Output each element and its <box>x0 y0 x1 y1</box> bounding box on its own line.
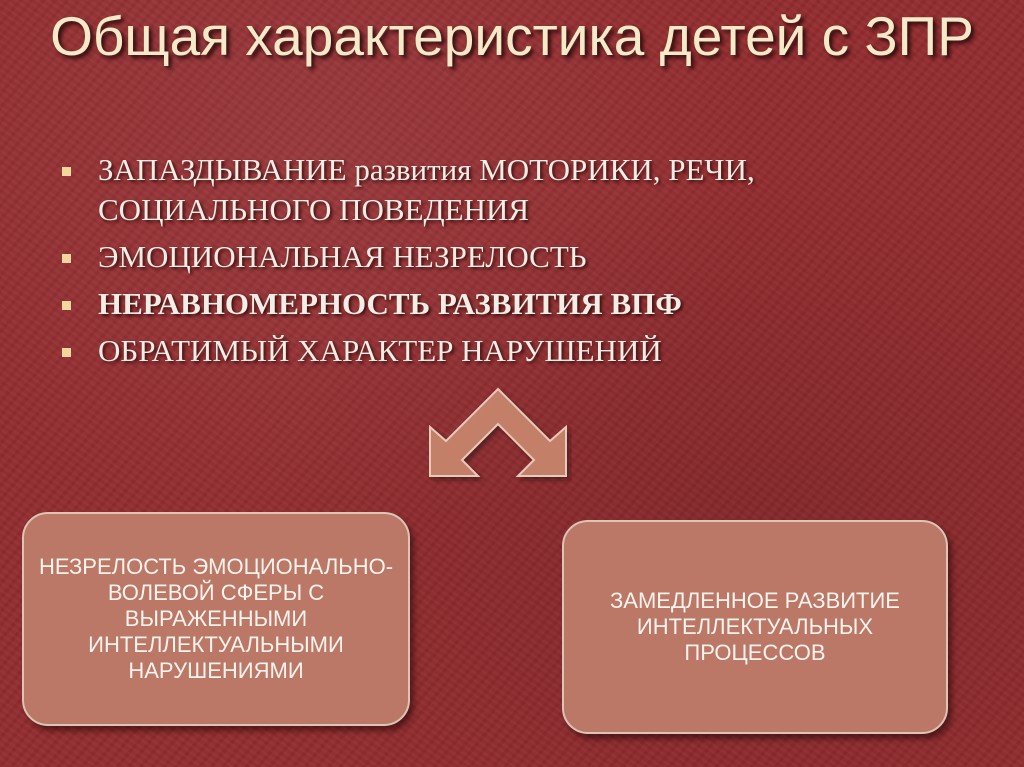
bullet-item-uneven <box>60 284 960 324</box>
slide-title: Общая характеристика детей с ЗПР <box>50 5 974 67</box>
bullet-text: ОБРАТИМЫЙ ХАРАКТЕР НАРУШЕНИЙ <box>98 333 662 368</box>
box-right-text: ЗАМЕДЛЕННОЕ РАЗВИТИЕ ИНТЕЛЛЕКТУАЛЬНЫХ ПРОЦЕССОВ <box>610 588 900 665</box>
characteristic-box-left <box>22 512 410 726</box>
characteristic-box-right <box>562 520 948 734</box>
bullet-rest: развития МОТОРИКИ, РЕЧИ, СОЦИАЛЬНОГО ПОВЕДЕНИЯ <box>98 152 755 227</box>
square-bullet-icon <box>62 167 71 176</box>
square-bullet-icon <box>62 301 71 310</box>
split-arrow-shape <box>430 389 566 476</box>
bullet-item-reversible <box>60 331 960 371</box>
bullet-text: ЭМОЦИОНАЛЬНАЯ НЕЗРЕЛОСТЬ <box>98 239 587 274</box>
bullet-item-delay <box>60 150 960 230</box>
bullet-list <box>60 150 960 378</box>
split-arrow-icon <box>426 384 572 484</box>
box-left-text: НЕЗРЕЛОСТЬ ЭМОЦИОНАЛЬНО-ВОЛЕВОЙ СФЕРЫ С ВЫРАЖЕННЫМИ ИНТЕЛЛЕКТУАЛЬНЫМИ НАРУШЕНИЯМИ <box>38 554 394 683</box>
square-bullet-icon <box>62 254 71 263</box>
bullet-lead: ЗАПАЗДЫВАНИЕ <box>98 152 347 187</box>
bullet-item-emotional <box>60 237 960 277</box>
square-bullet-icon <box>62 348 71 357</box>
bullet-text: НЕРАВНОМЕРНОСТЬ РАЗВИТИЯ ВПФ <box>98 286 682 321</box>
